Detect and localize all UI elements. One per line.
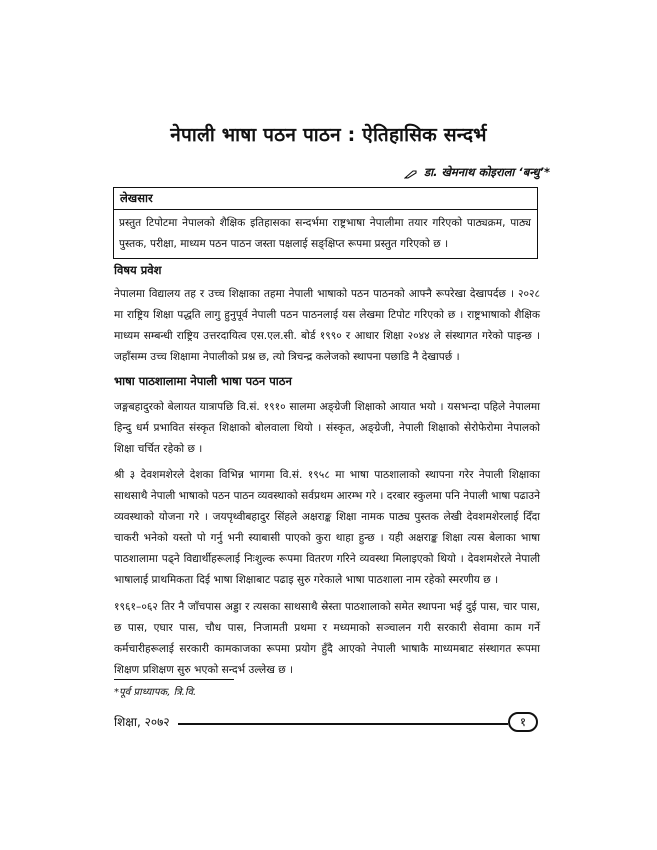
footer-rule — [178, 723, 508, 725]
author-name: डा. खेमनाथ कोइराला ‘बन्धु’* — [424, 165, 550, 179]
abstract-divider — [114, 209, 537, 210]
page-number: १ — [508, 712, 538, 732]
abstract-text: प्रस्तुत टिपोटमा नेपालको शैक्षिक इतिहासका सन्दर्भमा राष्ट्रभाषा नेपालीमा तयार गरिएको पाठ्यक्रम, पाठ्य पुस्तक, परीक्षा, माध्यम पठन पाठन जस्ता पक्षलाई सङ्क्षिप्त रूपमा प्रस्तुत गरिएको छ । — [119, 217, 531, 250]
section-heading-intro: विषय प्रवेश — [114, 263, 162, 277]
paragraph-english-education: जङ्गबहादुरको बेलायत यात्रापछि वि.सं. १९१० सालमा अङ्ग्रेजी शिक्षाको आयात भयो । यसभन्दा पहिले नेपालमा हिन्दु धर्म प्रभावित संस्कृत शिक्षाको बोलवाला थियो । संस्कृत, अङ्ग्रेजी, नेपाली शिक्षाको सेरोफेरोमा नेपालको शिक्षा चर्चित रहेको छ । — [114, 401, 540, 455]
paragraph-devshamsher: श्री ३ देवशमशेरले देशका विभिन्न भागमा वि.सं. १९५८ मा भाषा पाठशालाको स्थापना गरेर नेपाली शिक्षाका साथसाथै नेपाली भाषाको पठन पाठन व्यवस्थाको सर्वप्रथम आरम्भ गरे । दरबार स्कुलमा पनि नेपाली भाषा पढाउने व्यवस्थाको योजना गरे । जयपृथ्वीबहादुर सिंहले अक्षराङ्क शिक्षा नामक पाठ्य पुस्तक लेखी देवशमशेरलाई दिँदा चाकरी भनेको यस्तो पो गर्नु भनी स्याबासी पाएको कुरा थाहा हुन्छ । यही अक्षराङ्क शिक्षा त्यस बेलाका भाषा पाठशालामा पढ्ने विद्यार्थीहरूलाई निःशुल्क रूपमा वितरण गरिने व्यवस्था मिलाइएको थियो । देवशमशेरले नेपाली भाषालाई प्राथमिकता दिई भाषा शिक्षाबाट पढाइ सुरु गरेकाले भाषा पाठशाला नाम रहेको स्मरणीय छ । — [114, 469, 540, 586]
article-title: नेपाली भाषा पठन पाठन : ऐतिहासिक सन्दर्भ — [170, 124, 487, 146]
journal-footer: शिक्षा, २०७२ — [114, 715, 170, 729]
paragraph-intro: नेपालमा विद्यालय तह र उच्च शिक्षाका तहमा नेपाली भाषाको पठन पाठनको आफ्नै रूपरेखा देखापर्दछ । २०२८ मा राष्ट्रिय शिक्षा पद्धति लागु हुनुपूर्व नेपाली पठन पाठनलाई यस लेखमा टिपोट गरिएको छ । राष्ट्रभाषाको शैक्षिक माध्यम सम्बन्धी राष्ट्रिय उत्तरदायित्व एस.एल.सी. बोर्ड १९९० र आधार शिक्षा २०४४ ले संस्थागत गरेको पाइन्छ । जहाँसम्म उच्च शिक्षामा नेपालीको प्रश्न छ, त्यो त्रिचन्द्र कलेजको स्थापना पछाडि नै देखापर्छ । — [114, 288, 540, 363]
abstract-heading: लेखसार — [120, 191, 153, 205]
paragraph-janchpas: १९६१–०६२ तिर नै जाँचपास अड्डा र त्यसका साथसाथै स्रेस्ता पाठशालाको समेत स्थापना भई दुई पास, चार पास, छ पास, एघार पास, चौध पास, निजामती प्रथमा र मध्यमाको सञ्चालन गरी सरकारी सेवामा काम गर्ने कर्मचारीहरूलाई सरकारी कामकाजका रूपमा प्रयोग हुँदै आएको नेपाली भाषाकै माध्यमबाट संस्थागत रूपमा शिक्षण प्रशिक्षण सुरु भएको सन्दर्भ उल्लेख छ । — [114, 601, 540, 676]
author-line — [404, 165, 550, 180]
footnote: *पूर्व प्राध्यापक, त्रि.वि. — [114, 687, 197, 698]
section-heading-bhasha-pathshala: भाषा पाठशालामा नेपाली भाषा पठन पाठन — [114, 374, 292, 388]
footnote-divider — [114, 679, 234, 680]
abstract-box — [113, 187, 538, 259]
pen-icon — [404, 168, 418, 178]
